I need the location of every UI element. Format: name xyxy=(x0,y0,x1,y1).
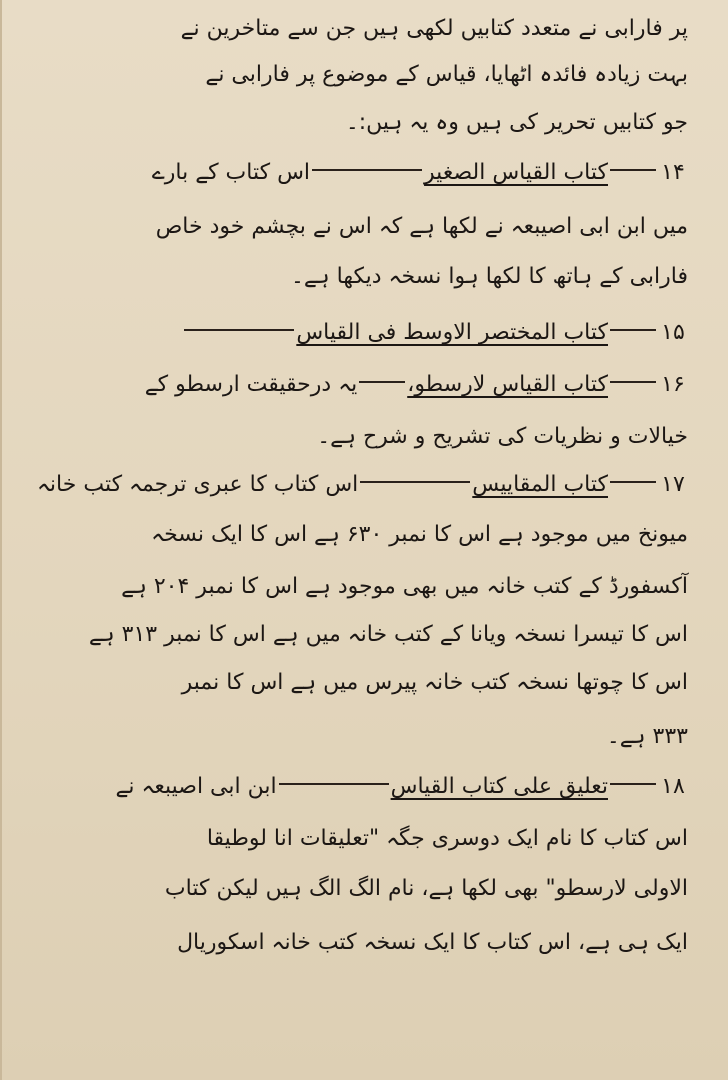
text-line: جو کتابیں تحریر کی ہیں وہ یہ ہیں:۔ xyxy=(345,110,688,135)
list-item-heading xyxy=(37,470,688,502)
item-number: ۱۶ xyxy=(661,372,685,397)
text-line: فارابی کے ہاتھ کا لکھا ہوا نسخہ دیکھا ہے۔ xyxy=(290,264,688,289)
text-line: خیالات و نظریات کی تشریح و شرح ہے۔ xyxy=(317,424,688,449)
item-text: اس کتاب کے بارے xyxy=(151,160,311,185)
text-line: میں ابن ابی اصیبعہ نے لکھا ہے کہ اس نے بچشم خود خاص xyxy=(155,214,688,239)
item-text: یہ درحقیقت ارسطو کے xyxy=(144,372,358,397)
list-item-heading xyxy=(42,158,688,190)
text-line: اس کتاب کا نام ایک دوسری جگہ "تعلیقات انا لوطیقا xyxy=(206,826,688,851)
dash-rule xyxy=(184,329,294,331)
item-number: ۱۸ xyxy=(661,774,685,799)
text-line: ۳۳۳ ہے۔ xyxy=(606,724,688,749)
dash-rule xyxy=(610,481,656,483)
item-text: اس کتاب کا عبری ترجمہ کتب خانہ xyxy=(37,472,359,497)
dash-rule xyxy=(359,381,405,383)
item-number: ۱۷ xyxy=(661,472,685,497)
dash-rule xyxy=(279,783,389,785)
item-title: کتاب القیاس الصغیر xyxy=(424,160,608,185)
list-item-heading xyxy=(42,318,688,350)
dash-rule xyxy=(610,329,656,331)
text-line: بہت زیادہ فائدہ اٹھایا، قیاس کے موضوع پر فارابی نے xyxy=(205,62,688,87)
item-title: تعلیق علی کتاب القیاس xyxy=(390,774,608,799)
text-line: میونخ میں موجود ہے اس کا نمبر ۶۳۰ ہے اس کا ایک نسخہ xyxy=(151,522,688,547)
text-line: آکسفورڈ کے کتب خانہ میں بھی موجود ہے اس کا نمبر ۲۰۴ ہے xyxy=(121,574,688,599)
item-title: کتاب المختصر الاوسط فی القیاس xyxy=(296,320,608,345)
text-line: ایک ہی ہے، اس کتاب کا ایک نسخہ کتب خانہ اسکوریال xyxy=(177,930,688,955)
dash-rule xyxy=(312,169,422,171)
dash-rule xyxy=(360,481,470,483)
item-number: ۱۵ xyxy=(661,320,685,345)
text-line: اس کا چوتھا نسخہ کتب خانہ پیرس میں ہے اس کا نمبر xyxy=(181,670,688,695)
item-title: کتاب القیاس لارسطو، xyxy=(407,372,608,397)
item-number: ۱۴ xyxy=(661,160,685,185)
text-line: الاولی لارسطو" بھی لکھا ہے، نام الگ الگ ہیں لیکن کتاب xyxy=(164,876,688,901)
dash-rule xyxy=(610,169,656,171)
item-title: کتاب المقاییس xyxy=(472,472,608,497)
dash-rule xyxy=(610,783,656,785)
text-line: اس کا تیسرا نسخہ ویانا کے کتب خانہ میں ہے اس کا نمبر ۳۱۳ ہے xyxy=(88,622,688,647)
text-line: پر فارابی نے متعدد کتابیں لکھی ہیں جن سے متاخرین نے xyxy=(180,16,688,41)
item-text: ابن ابی اصیبعہ نے xyxy=(115,774,277,799)
list-item-heading xyxy=(42,370,688,402)
list-item-heading xyxy=(42,772,688,804)
dash-rule xyxy=(610,381,656,383)
